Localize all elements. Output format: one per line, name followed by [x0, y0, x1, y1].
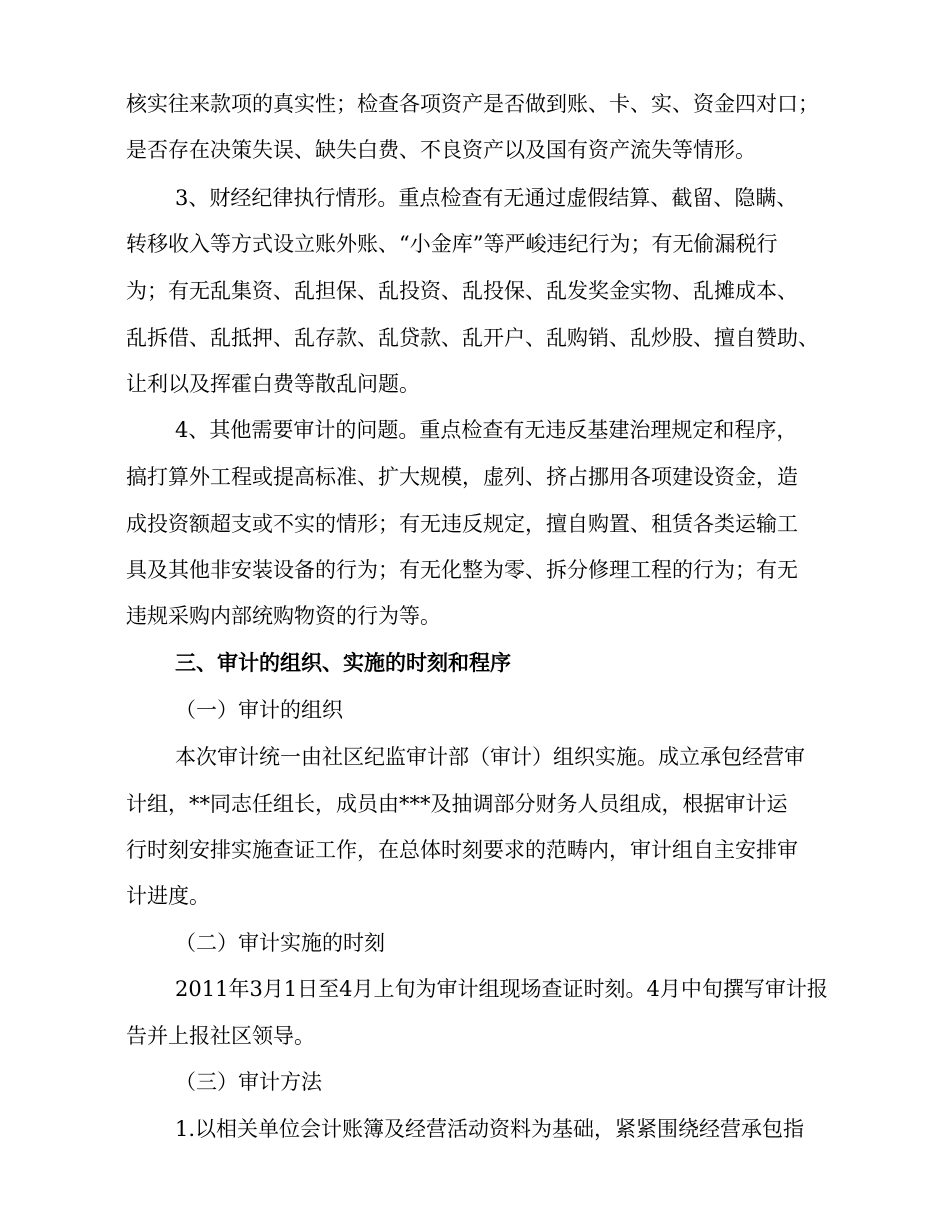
line-text: 转移收入等方式设立账外账、“小金库”等严峻违纪行为；有无偷漏税行 [126, 232, 778, 256]
text-line [0, 1016, 950, 1056]
text-line [0, 784, 950, 824]
text-line [0, 318, 950, 358]
line-text: 计组，**同志任组长，成员由***及抽调部分财务人员组成，根据审计运 [126, 792, 788, 816]
subsection-heading [0, 1062, 950, 1102]
text-line [0, 737, 950, 777]
heading-text: 三、审计的组织、实施的时刻和程序 [175, 650, 511, 675]
line-text: 告并上报社区领导。 [126, 1024, 315, 1048]
line-text: 3、财经纪律执行情形。重点检查有无通过虚假结算、截留、隐瞒、 [175, 186, 798, 210]
line-text: 2011年3月1日至4月上旬为审计组现场查证时刻。4月中旬撰写审计报 [175, 977, 828, 1001]
text-line [0, 84, 950, 124]
line-text: 是否存在决策失误、缺失白费、不良资产以及国有资产流失等情形。 [126, 138, 756, 162]
text-line [0, 410, 950, 450]
line-text: 为；有无乱集资、乱担保、乱投资、乱投保、乱发奖金实物、乱摊成本、 [126, 279, 798, 303]
text-line [0, 1109, 950, 1149]
line-text: 具及其他非安装设备的行为；有无化整为零、拆分修理工程的行为；有无 [126, 558, 798, 582]
line-text: 搞打算外工程或提高标准、扩大规模，虚列、挤占挪用各项建设资金，造 [126, 465, 798, 489]
line-text: 1.以相关单位会计账簿及经营活动资料为基础，紧紧围绕经营承包指 [175, 1117, 805, 1141]
text-line [0, 550, 950, 590]
text-line [0, 224, 950, 264]
line-text: 乱拆借、乱抵押、乱存款、乱贷款、乱开户、乱购销、乱炒股、擅自赞助、 [126, 326, 819, 350]
text-line [0, 178, 950, 218]
text-line [0, 876, 950, 916]
text-line [0, 457, 950, 497]
heading-text: （三）审计方法 [175, 1070, 322, 1094]
line-text: 核实往来款项的真实性；检查各项资产是否做到账、卡、实、资金四对口； [126, 92, 819, 116]
line-text: 行时刻安排实施查证工作，在总体时刻要求的范畴内，审计组自主安排审 [126, 838, 798, 862]
text-line [0, 364, 950, 404]
text-line [0, 504, 950, 544]
line-text: 本次审计统一由社区纪监审计部（审计）组织实施。成立承包经营审 [175, 745, 805, 769]
text-line [0, 596, 950, 636]
line-text: 成投资额超支或不实的情形；有无违反规定，擅自购置、租赁各类运输工 [126, 512, 798, 536]
heading-text: （二）审计实施的时刻 [175, 931, 385, 955]
line-text: 4、其他需要审计的问题。重点检查有无违反基建治理规定和程序， [175, 418, 798, 442]
line-text: 让利以及挥霍白费等散乱问题。 [126, 372, 420, 396]
subsection-heading [0, 923, 950, 963]
subsection-heading [0, 690, 950, 730]
line-text: 计进度。 [126, 884, 210, 908]
text-line [0, 830, 950, 870]
text-line [0, 969, 950, 1009]
heading-text: （一）审计的组织 [175, 698, 343, 722]
text-line [0, 130, 950, 170]
text-line [0, 271, 950, 311]
section-heading [0, 643, 950, 683]
line-text: 违规采购内部统购物资的行为等。 [126, 604, 441, 628]
